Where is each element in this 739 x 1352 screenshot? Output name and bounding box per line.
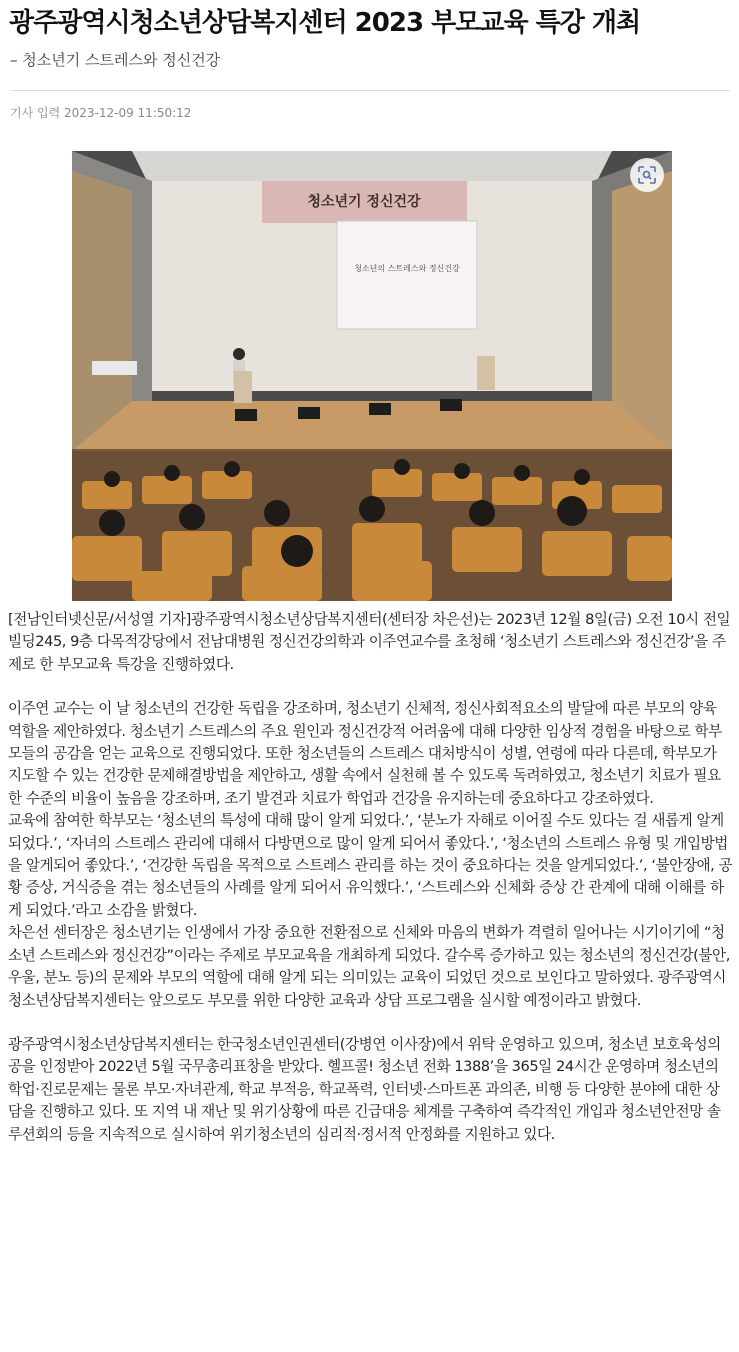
lecture-hall-illustration [72,151,672,601]
paragraph-gap [8,1012,733,1034]
paragraph-center: 광주광역시청소년상담복지센터는 한국청소년인권센터(강병연 이사장)에서 위탁 운영하고 있으며, 청소년 보호육성의 공을 인정받아 2022년 5월 국무총리표창을 받았다. 헬프콜! 청소년 전화 1388’을 365일 24시간 운영하며 청소년의 학업·진로문제는 물론 부모·자녀관계, 학교 부적응, 학교폭력, 인터넷·스마트폰 과의존, 비행 등 다양한 분야에 대한 상담을 진행하고 있다. 또 지역 내 재난 및 위기상황에 따른 긴급대응 체계를 구축하여 즉각적인 개입과 청소년안전망 솔루션회의 등을 지속적으로 실시하여 위기청소년의 심리적·정서적 안정화를 지원하고 있다. [8,1035,721,1143]
article-photo[interactable] [72,151,672,601]
paragraph-director: 차은선 센터장은 청소년기는 인생에서 가장 중요한 전환점으로 신체와 마음의 변화가 격렬히 일어나는 시기이기에 “청소년 스트레스와 정신건강”이라는 주제로 부모교육을 개최하게 되었다. 갈수록 증가하고 있는 청소년의 정신건강(불안, 우울, 분노 등)의 문제와 부모의 역할에 대해 알게 되는 의미있는 교육이 되었던 것으로 보인다고 말하였다. 광주광역시청소년상담복지센터는 앞으로도 부모를 위한 다양한 교육과 상담 프로그램을 실시할 예정이라고 밝혔다. [8,924,730,1009]
paragraph-lecture: 이주연 교수는 이 날 청소년의 건강한 독립을 강조하며, 청소년기 신체적, 정신사회적요소의 발달에 따른 부모의 양육 역할을 제안하였다. 청소년기 스트레스의 주요 원인과 정신건강적 어려움에 대해 다양한 임상적 경험을 바탕으로 학부모들의 공감을 얻는 교육으로 진행되었다. 또한 청소년들의 스트레스 대처방식이 성별, 연령에 따라 다른데, 학부모가 지도할 수 있는 건강한 문제해결방법을 제안하고, 생활 속에서 실천해 볼 수 있도록 독려하였고, 청소년기 치료가 필요한 수준의 비율이 높음을 강조하며, 조기 발견과 치료가 학업과 건강을 유지하는데 중요하다고 강조하였다. [8,700,722,807]
zoom-icon [638,166,656,184]
article-date: 기사 입력 2023-12-09 11:50:12 [10,106,192,120]
screen-text: 청소년의 스트레스와 정신건강 [354,264,460,273]
zoom-button[interactable] [630,158,664,192]
article-subtitle: – 청소년기 스트레스와 정신건강 [10,51,221,69]
header-divider [10,90,730,91]
article-title: 광주광역시청소년상담복지센터 2023 부모교육 특강 개최 [9,8,641,38]
banner-text: 청소년기 정신건강 [307,194,421,210]
paragraph-gap [8,676,733,698]
paragraph-feedback: 교육에 참여한 학부모는 ‘청소년의 특성에 대해 많이 알게 되었다.’, ‘분노가 자해로 이어질 수도 있다는 걸 새롭게 알게 되었다.’, ‘자녀의 스트레스 관리에 대해서 다방면으로 많이 알게 되어서 좋았다.’, ‘청소년의 스트레스 유형 및 개입방법을 알게되어 좋았다.’, ‘건강한 독립을 목적으로 스트레스 관리를 하는 것이 중요하다는 것을 알게되었다.’, ‘불안장애, 공황 증상, 거식증을 겪는 청소년들의 사례를 알게 되어서 유익했다.’, ‘스트레스와 신체화 증상 간 관계에 대해 이해를 하게 되었다.’라고 소감을 밝혔다. [8,812,733,919]
article-body [8,609,733,1146]
paragraph-intro: [전남인터넷신문/서성열 기자]광주광역시청소년상담복지센터(센터장 차은선)는 2023년 12월 8일(금) 오전 10시 전일빌딩245, 9층 다목적강당에서 전남대병원 정신건강의학과 이주연교수를 초청해 ‘청소년기 스트레스와 정신건강’을 주제로 한 부모교육 특강을 진행하였다. [8,611,731,673]
